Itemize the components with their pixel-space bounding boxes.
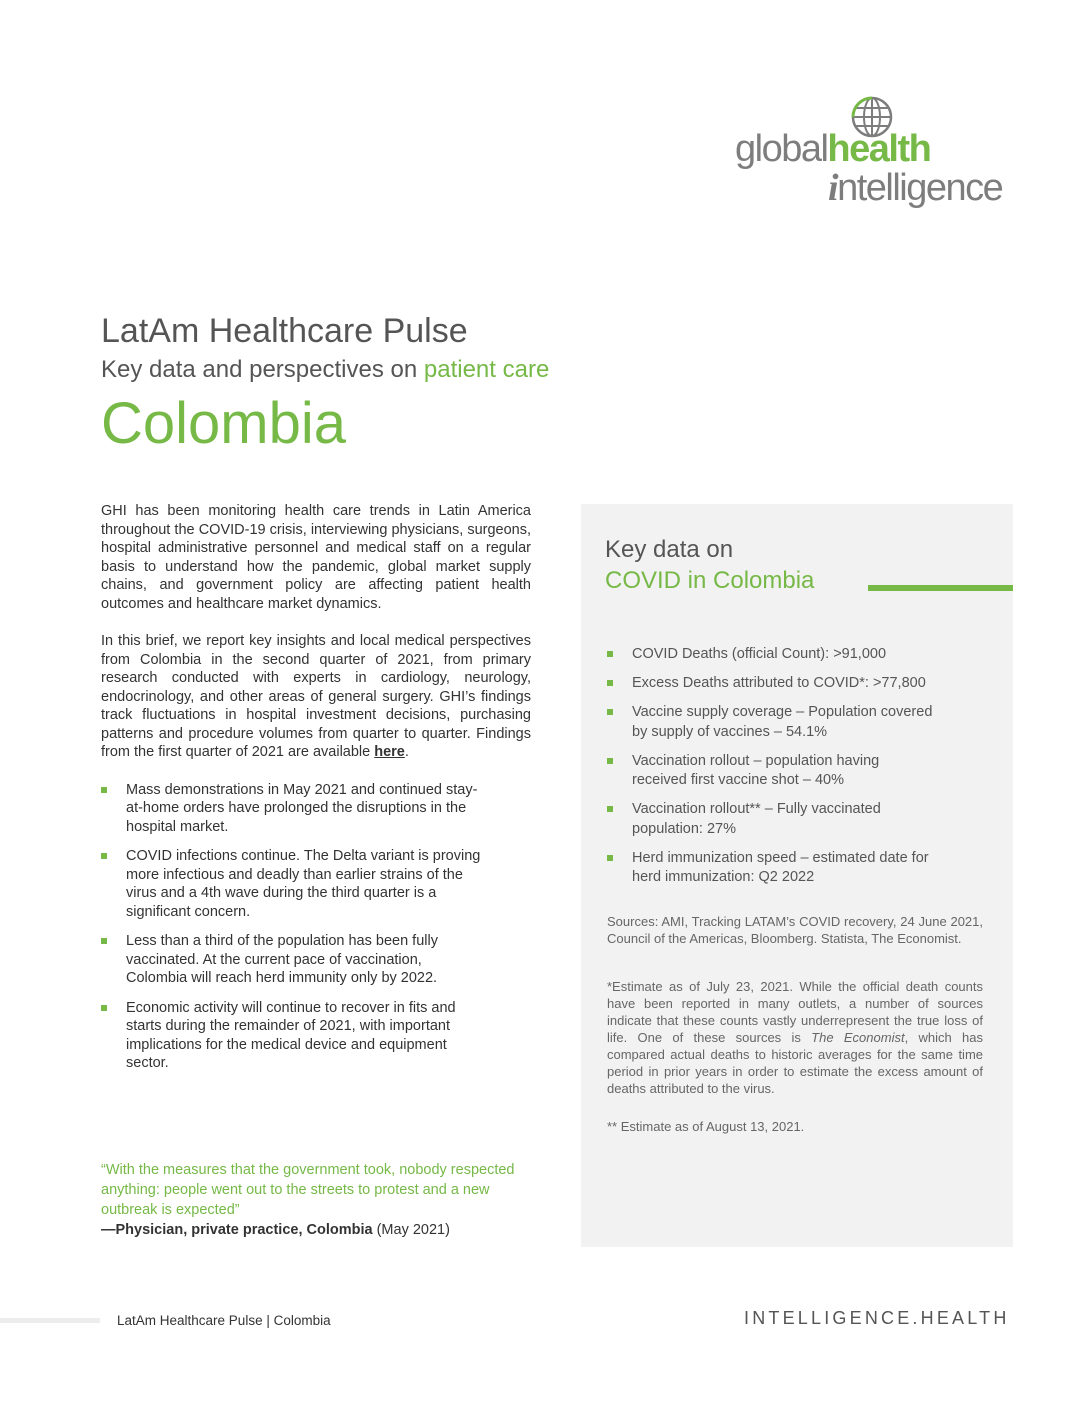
page-subtitle: Key data and perspectives on patient care — [101, 356, 550, 383]
list-item: Excess Deaths attributed to COVID*: >77,800 — [607, 674, 937, 694]
country-heading: Colombia — [101, 391, 346, 456]
sources-note: Sources: AMI, Tracking LATAM’s COVID recovery, 24 June 2021, Council of the Americas, Bloomberg. Statista, The Economist. — [607, 914, 983, 946]
bullet-square-icon — [607, 855, 613, 861]
list-item: Less than a third of the population has been fully vaccinated. At the current pace of vaccination, Colombia will reach herd immunity only by 2022. — [101, 932, 486, 988]
logo-line-2: intelligence — [828, 167, 1003, 209]
subtitle-highlight: patient care — [423, 356, 550, 383]
list-item: COVID Deaths (official Count): >91,000 — [607, 645, 937, 665]
intro-column — [101, 502, 531, 1084]
bullet-square-icon — [607, 651, 613, 657]
bullet-square-icon — [101, 853, 107, 859]
list-item: Economic activity will continue to recover in fits and starts during the remainder of 2021, with important implications for the medical device and equipment sector. — [101, 999, 486, 1073]
bullet-square-icon — [101, 1005, 107, 1011]
key-insights-list — [101, 781, 486, 1073]
page-title: LatAm Healthcare Pulse — [101, 312, 468, 350]
estimate-note: *Estimate as of July 23, 2021. While the official death counts have been reported in many outlets, a number of sources indicate that these counts vastly underrepresent the true loss of life. One of these sources is The Economist, which has compared actual deaths to historic averages for the same time period in prior years in order to estimate the excess amount of deaths attributed to the virus. — [607, 979, 983, 1096]
footer-label: LatAm Healthcare Pulse | Colombia — [117, 1313, 331, 1328]
key-data-panel — [581, 504, 1013, 1247]
key-data-heading: Key data on — [605, 536, 734, 563]
physician-quote — [101, 1160, 521, 1240]
footer-divider — [0, 1318, 100, 1323]
footer-website: INTELLIGENCE.HEALTH — [744, 1308, 1010, 1328]
list-item: Herd immunization speed – estimated date for herd immunization: Q2 2022 — [607, 849, 937, 888]
quote-text: “With the measures that the government took, nobody respected anything: people went out to the streets to protest and a new outbreak is expected” — [101, 1162, 515, 1218]
list-item: COVID infections continue. The Delta variant is proving more infectious and deadly than earlier strains of the virus and a 4th wave during the third quarter is a significant concern. — [101, 847, 486, 921]
bullet-square-icon — [101, 787, 107, 793]
bullet-square-icon — [607, 806, 613, 812]
list-item: Vaccination rollout – population having received first vaccine shot – 40% — [607, 752, 937, 791]
key-data-list — [607, 645, 937, 897]
list-item: Vaccination rollout** – Fully vaccinated population: 27% — [607, 800, 937, 839]
intro-paragraph-2: In this brief, we report key insights and local medical perspectives from Colombia in the second quarter of 2021, from primary research conducted with experts in cardiology, neurology, endocrinology, and other areas of general surgery. GHI’s findings track fluctuations in hospital investment decisions, purchasing patterns and procedure volumes from quarter to quarter. Findings from the first quarter of 2021 are available here. — [101, 633, 531, 760]
logo-line-1: globalhealth — [735, 128, 931, 170]
bullet-square-icon — [607, 709, 613, 715]
findings-link[interactable]: here — [374, 744, 405, 760]
estimate-note-2: ** Estimate as of August 13, 2021. — [607, 1119, 805, 1134]
list-item: Mass demonstrations in May 2021 and continued stay-at-home orders have prolonged the disruptions in the hospital market. — [101, 781, 486, 837]
bullet-square-icon — [101, 938, 107, 944]
intro-paragraph-1: GHI has been monitoring health care trends in Latin America throughout the COVID-19 crisis, interviewing physicians, surgeons, hospital administrative personnel and medical staff on a regular basis to understand how the pandemic, global market supply chains, and government policy are affecting patient health outcomes and healthcare market dynamics. — [101, 503, 531, 612]
bullet-square-icon — [607, 680, 613, 686]
list-item: Vaccine supply coverage – Population covered by supply of vaccines – 54.1% — [607, 703, 937, 742]
quote-attribution: —Physician, private practice, Colombia (May 2021) — [101, 1222, 450, 1238]
company-logo — [700, 92, 1040, 222]
key-data-subheading: COVID in Colombia — [605, 567, 815, 594]
bullet-square-icon — [607, 758, 613, 764]
heading-accent-bar — [868, 585, 1013, 591]
